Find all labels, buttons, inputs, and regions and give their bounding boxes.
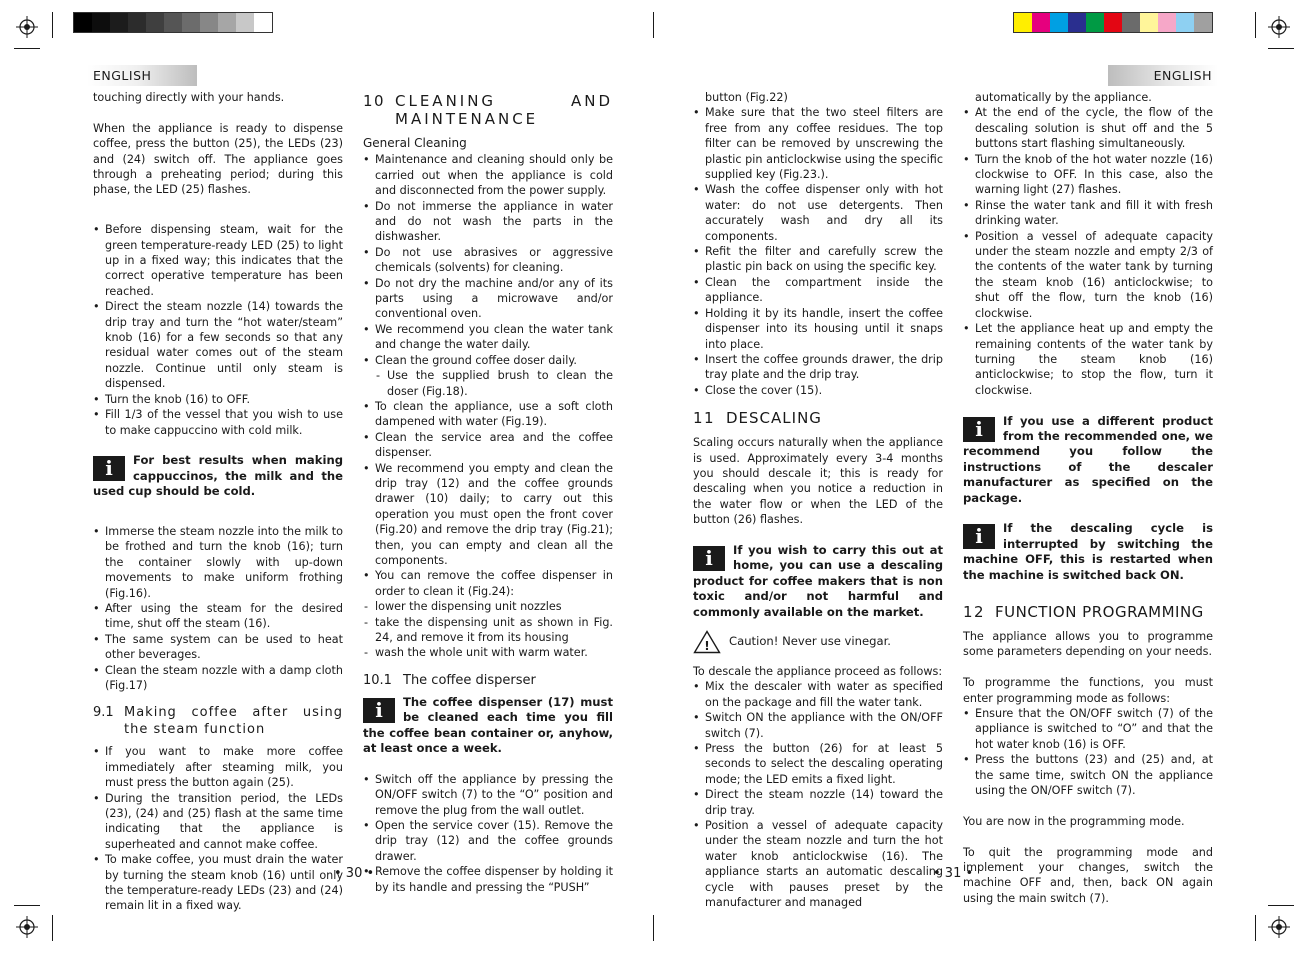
subsection-title: Making coffee after using the steam function	[124, 705, 343, 738]
subsection-number: 9.1	[93, 705, 114, 721]
color-swatch	[1014, 13, 1032, 32]
trim-mark	[1255, 915, 1256, 941]
color-swatch	[74, 13, 92, 32]
bullet-list	[363, 399, 613, 599]
color-swatch	[1104, 13, 1122, 32]
list-item: • Refit the filter and carefully screw the plastic pin back on using the specific key.	[693, 244, 943, 275]
color-swatch	[128, 13, 146, 32]
paragraph: To descale the appliance proceed as follows:	[693, 664, 943, 678]
bullet-list	[363, 152, 613, 368]
section-number: 10	[363, 92, 386, 110]
subsection-heading	[363, 672, 613, 689]
section-title: DESCALING	[726, 409, 822, 428]
list-item: • Clean the service area and the coffee dispenser.	[363, 430, 613, 461]
color-swatch	[200, 13, 218, 32]
list-item: • Press the buttons (23) and (25) and, at the same time, switch ON the appliance using the ON/OFF switch (7).	[963, 752, 1213, 798]
page-number: • 30 •	[334, 866, 375, 881]
bullet-list	[693, 105, 943, 398]
dash-list	[363, 599, 613, 661]
list-item: • Do not dry the machine and/or any of its parts using a microwave and/or conventional oven.	[363, 276, 613, 322]
list-item: • Insert the coffee grounds drawer, the drip tray plate and the drip tray.	[693, 352, 943, 383]
list-item: • Turn the knob of the hot water nozzle (16) clockwise to OFF. In this case, also the warning light (27) flashes.	[963, 152, 1213, 198]
list-item: • Close the cover (15).	[693, 383, 943, 398]
paragraph: To quit the programming mode and implement your changes, switch the machine OFF and, then, back ON again using the main switch (7).	[963, 845, 1213, 905]
svg-text:!: !	[704, 638, 710, 653]
general-cleaning-heading: General Cleaning	[363, 136, 467, 150]
bullet-list	[93, 524, 343, 693]
list-item: • Make sure that the two steel filters are free from any coffee residues. The top filter can be removed by unscrewing the plastic pin anticlockwise using the specific supplied key (Fig.23.).	[693, 105, 943, 182]
list-item: • Do not use abrasives or aggressive chemicals (solvents) for cleaning.	[363, 245, 613, 276]
info-icon: i	[693, 546, 725, 571]
color-swatch	[1050, 13, 1068, 32]
paragraph: touching directly with your hands.	[93, 91, 285, 104]
process-color-bar	[1013, 12, 1213, 33]
info-note-text: For best results when making cappuccinos, the milk and the used cup should be cold.	[93, 453, 343, 499]
column-2	[363, 90, 613, 895]
trim-mark	[653, 12, 654, 38]
trim-mark	[52, 12, 53, 38]
paragraph: automatically by the appliance.	[975, 91, 1152, 104]
list-item: • Press the button (26) for at least 5 seconds to select the descaling operating mode; the LED emits a fixed light.	[693, 741, 943, 787]
section-heading	[363, 92, 613, 128]
list-item: • Clean the compartment inside the appliance.	[693, 275, 943, 306]
info-icon: i	[93, 456, 125, 481]
info-note-text: The coffee dispenser (17) must be cleaned each time you fill the coffee bean container or, anyhow, at least once a week.	[363, 694, 613, 756]
list-item: - Use the supplied brush to clean the doser (Fig.18).	[375, 368, 613, 399]
list-item: • Mix the descaler with water as specified on the package and fill the water tank.	[693, 679, 943, 710]
list-item: • We recommend you clean the water tank and change the water daily.	[363, 322, 613, 353]
list-item: • Clean the ground coffee doser daily.	[363, 353, 613, 368]
list-item: • Clean the steam nozzle with a damp cloth (Fig.17)	[93, 663, 343, 694]
list-item: • Direct the steam nozzle (14) towards the drip tray and turn the “hot water/steam” knob (16) for a few seconds so that any residual water comes out of the steam nozzle. Continue until only steam is dispensed.	[93, 299, 343, 391]
column-3	[693, 90, 943, 910]
color-swatch	[236, 13, 254, 32]
list-item: - wash the whole unit with warm water.	[363, 645, 613, 660]
list-item: • Holding it by its handle, insert the coffee dispenser into its housing until it snaps into place.	[693, 306, 943, 352]
color-swatch	[182, 13, 200, 32]
list-item: • Turn the knob (16) to OFF.	[93, 392, 343, 407]
trim-mark	[1255, 12, 1256, 38]
color-swatch	[218, 13, 236, 32]
list-item: • To clean the appliance, use a soft cloth dampened with water (Fig.19).	[363, 399, 613, 430]
info-note	[963, 521, 1213, 583]
color-swatch	[92, 13, 110, 32]
paragraph: You are now in the programming mode.	[963, 814, 1185, 828]
dash-list	[363, 368, 613, 399]
info-note-text: If the descaling cycle is interrupted by switching the machine OFF, this is restarted when the machine is switched back ON.	[963, 521, 1213, 582]
list-item: • Immerse the steam nozzle into the milk to be frothed and turn the knob (16); turn the container slowly with up-down movements to make uniform frothing (Fig.16).	[93, 524, 343, 601]
list-item: • The same system can be used to heat other beverages.	[93, 632, 343, 663]
color-swatch	[1068, 13, 1086, 32]
color-swatch	[1086, 13, 1104, 32]
color-swatch	[1176, 13, 1194, 32]
paragraph: button (Fig.22)	[705, 91, 788, 104]
warning-triangle-icon	[693, 630, 721, 654]
list-item: • Switch off the appliance by pressing the ON/OFF switch (7) to the “O” position and remove the plug from the wall outlet.	[363, 772, 613, 818]
paragraph: Scaling occurs naturally when the appliance is used. Approximately every 3-4 months you should descale it; this is ready for descaling when you notice a reduction in the water flow or when the LED of the button (26) flashes.	[693, 436, 943, 527]
list-item: • Wash the coffee dispenser only with hot water: do not use detergents. Then accurately wash and dry all its components.	[693, 182, 943, 244]
section-title: FUNCTION PROGRAMMING	[995, 602, 1204, 621]
info-note	[693, 543, 943, 620]
color-swatch	[1158, 13, 1176, 32]
column-4	[963, 90, 1213, 906]
list-item: • During the transition period, the LEDs (23), (24) and (25) flash at the same time indicating that the appliance is superheated and cannot make coffee.	[93, 791, 343, 853]
list-item: • Fill 1/3 of the vessel that you wish to use to make cappuccino with cold milk.	[93, 407, 343, 438]
list-item: - take the dispensing unit as shown in Fig. 24, and remove it from its housing	[363, 615, 613, 646]
trim-mark	[52, 915, 53, 941]
info-icon: i	[363, 698, 395, 723]
list-item: • Direct the steam nozzle (14) toward the drip tray.	[693, 787, 943, 818]
paragraph: The appliance allows you to programme some parameters depending on your needs.	[963, 629, 1213, 659]
subsection-title: The coffee disperser	[403, 672, 536, 688]
bullet-list	[963, 706, 1213, 798]
list-item: • Ensure that the ON/OFF switch (7) of the appliance is switched to “O” and that the hot water knob (16) is OFF.	[963, 706, 1213, 752]
list-item: • Before dispensing steam, wait for the green temperature-ready LED (25) to light up in a fixed way; this indicates that the correct operative temperature has been reached.	[93, 222, 343, 299]
color-swatch	[164, 13, 182, 32]
language-label: ENGLISH	[87, 65, 197, 86]
trim-mark	[14, 905, 40, 906]
column-1	[93, 90, 343, 914]
list-item: - lower the dispensing unit nozzles	[363, 599, 613, 614]
color-swatch	[1032, 13, 1050, 32]
grayscale-color-bar	[73, 12, 273, 33]
color-swatch	[146, 13, 164, 32]
info-note	[363, 695, 613, 757]
list-item: • We recommend you empty and clean the drip tray (12) and the coffee grounds drawer (10) daily; to carry out this operation you must open the front cover (Fig.20) and remove the drip tray (Fig.21); then, you can empty and clean all the components.	[363, 461, 613, 569]
list-item: • Open the service cover (15). Remove the drip tray (12) and the coffee grounds drawer.	[363, 818, 613, 864]
registration-mark-icon	[1268, 16, 1290, 38]
subsection-number: 10.1	[363, 672, 392, 688]
info-icon: i	[963, 417, 995, 442]
bullet-list	[363, 772, 613, 895]
list-item: • Let the appliance heat up and empty the remaining contents of the water tank by turning the steam knob (16) anticlockwise; to stop the flow, turn it clockwise.	[963, 321, 1213, 398]
list-item: • If you want to make more coffee immediately after steaming milk, you must press the button again (25).	[93, 744, 343, 790]
list-item: • Position a vessel of adequate capacity under the steam nozzle and turn the hot water knob anticlockwise (16). The appliance starts an automatic descaling cycle with pauses preset by the manufacturer and managed	[693, 818, 943, 910]
registration-mark-icon	[1268, 916, 1290, 938]
info-icon: i	[963, 524, 995, 549]
bullet-list	[93, 222, 343, 438]
subsection-heading	[93, 704, 343, 738]
list-item: • At the end of the cycle, the flow of the descaling solution is shut off and the 5 buttons start flashing simultaneously.	[963, 105, 1213, 151]
color-swatch	[1140, 13, 1158, 32]
list-item: • After using the steam for the desired time, shut off the steam (16).	[93, 601, 343, 632]
section-heading	[963, 603, 1213, 621]
section-heading	[693, 409, 943, 427]
page-number: • 31 •	[933, 866, 974, 881]
info-note	[93, 453, 343, 499]
trim-mark	[1268, 48, 1294, 49]
list-item: • Position a vessel of adequate capacity under the steam nozzle and empty 2/3 of the contents of the water tank by turning the steam knob (16) anticlockwise; to shut off the flow, turn the knob (16) clockwise.	[963, 229, 1213, 321]
paragraph: To programme the functions, you must enter programming mode as follows:	[963, 676, 1213, 705]
trim-mark	[653, 915, 654, 941]
list-item: • You can remove the coffee dispenser in order to clean it (Fig.24):	[363, 568, 613, 599]
color-swatch	[110, 13, 128, 32]
bullet-list	[693, 679, 943, 910]
list-item: • Rinse the water tank and fill it with fresh drinking water.	[963, 198, 1213, 229]
list-item: • Switch ON the appliance with the ON/OFF switch (7).	[693, 710, 943, 741]
bullet-list	[93, 744, 343, 913]
bullet-list	[963, 105, 1213, 398]
color-swatch	[254, 13, 272, 32]
section-number: 11	[693, 409, 716, 428]
color-swatch	[1194, 13, 1212, 32]
color-swatch	[1122, 13, 1140, 32]
list-item: • Do not immerse the appliance in water and do not wash the parts in the dishwasher.	[363, 199, 613, 245]
info-note-text: If you use a different product from the recommended one, we recommend you follow the instructions of the descaler manufacturer as specified on the package.	[963, 413, 1213, 505]
section-title: CLEANING AND MAINTENANCE	[395, 92, 613, 128]
list-item: • Remove the coffee dispenser by holding it by its handle and pressing the “PUSH”	[363, 864, 613, 895]
trim-mark	[1268, 905, 1294, 906]
list-item: • Maintenance and cleaning should only be carried out when the appliance is cold and disconnected from the power supply.	[363, 152, 613, 198]
info-note	[963, 414, 1213, 506]
caution-note	[693, 629, 943, 655]
list-item: • To make coffee, you must drain the water by turning the steam knob (16) until only the temperature-ready LEDs (23) and (24) remain lit in a fixed way.	[93, 852, 343, 914]
language-label: ENGLISH	[1108, 65, 1218, 86]
paragraph: When the appliance is ready to dispense coffee, press the button (25), the LEDs (23) and (24) switch off. The appliance goes through a preheating period; during this phase, the LED (25) flashes.	[93, 121, 343, 197]
section-number: 12	[963, 602, 986, 621]
trim-mark	[14, 48, 40, 49]
info-note-text: If you wish to carry this out at home, you can use a descaling product for coffee makers that is non toxic and/or not harmful and commonly available on the market.	[693, 542, 943, 619]
caution-text: Caution! Never use vinegar.	[729, 634, 891, 649]
registration-mark-icon	[16, 16, 38, 38]
registration-mark-icon	[16, 916, 38, 938]
